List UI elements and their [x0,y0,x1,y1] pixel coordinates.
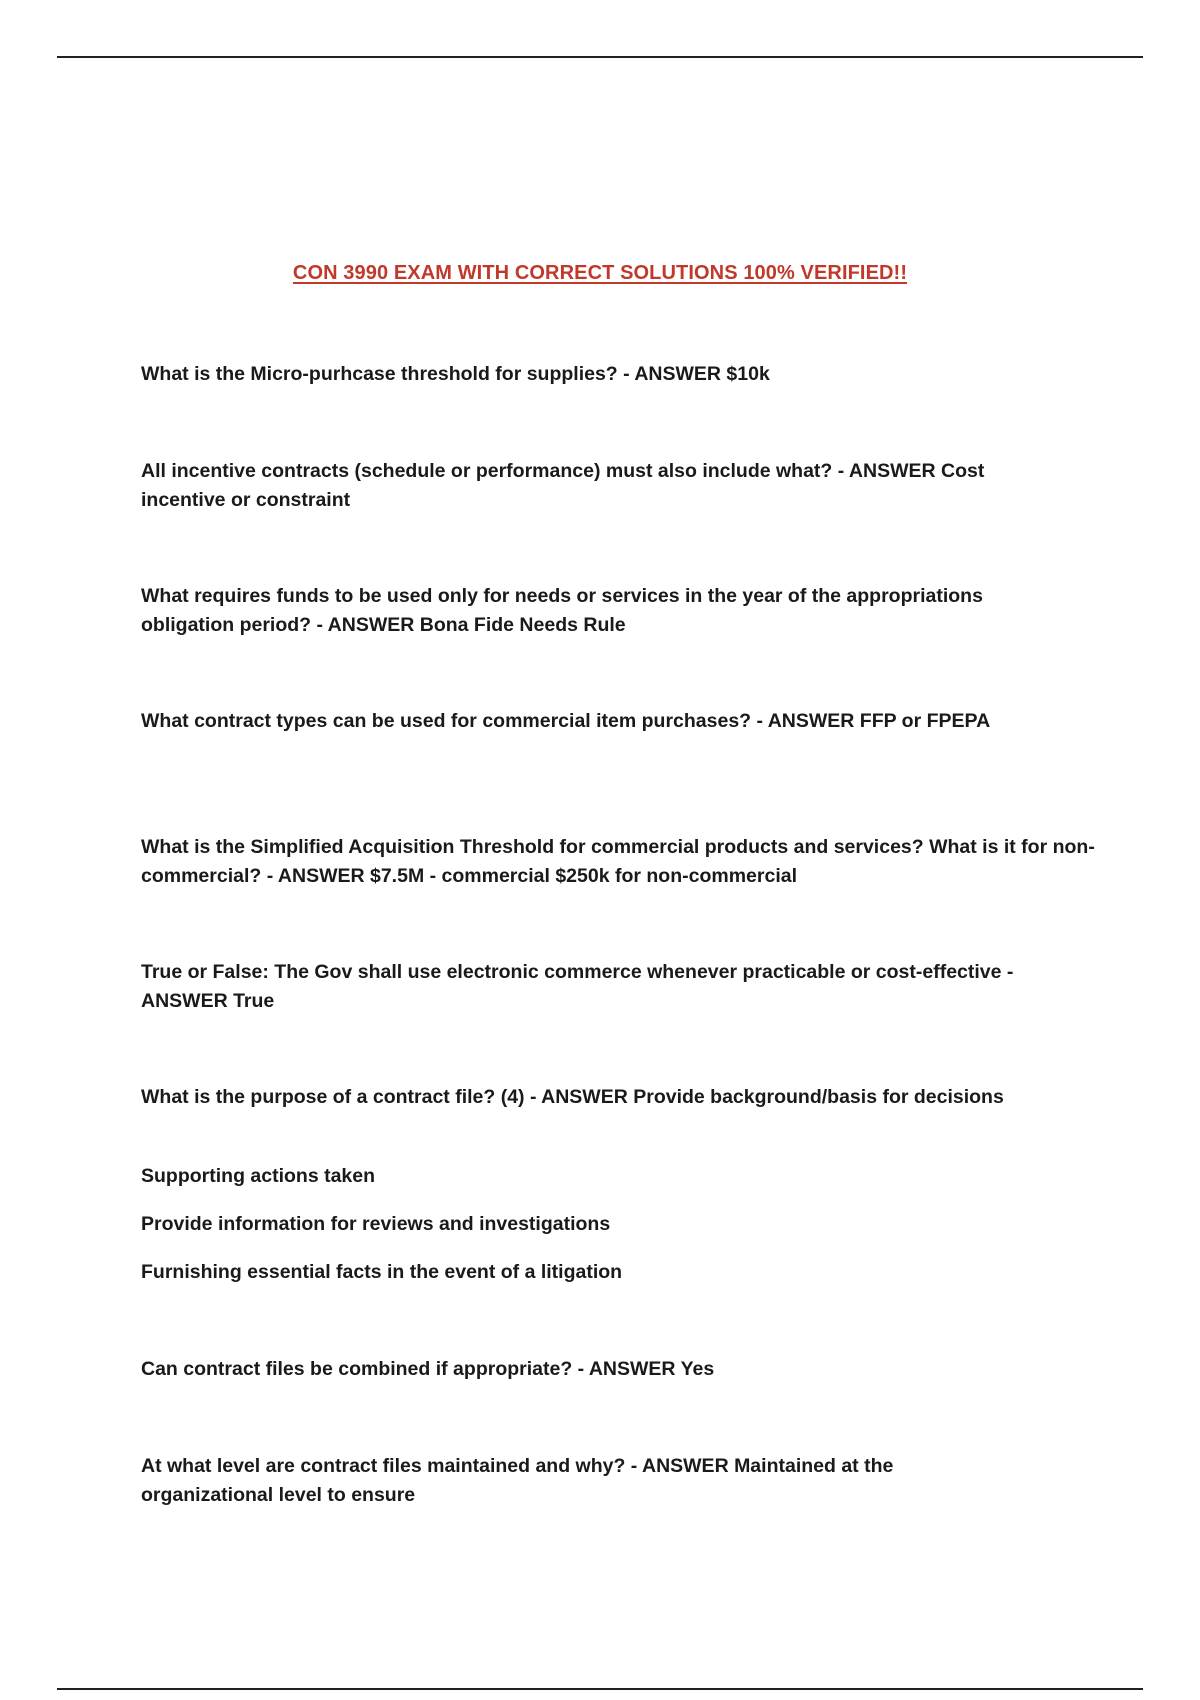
bottom-rule [57,1688,1143,1690]
qa-item-bona-fide-needs: What requires funds to be used only for needs or services in the year of the appropriations obligation period? - ANSWER Bona Fide Needs Rule [141,585,983,636]
answer-line-litigation: Furnishing essential facts in the event of a litigation [141,1261,623,1283]
qa-item-contract-file-purpose: What is the purpose of a contract file? (4) - ANSWER Provide background/basis for decisions [141,1086,1004,1108]
answer-line-supporting-actions: Supporting actions taken [141,1165,376,1187]
qa-item-electronic-commerce: True or False: The Gov shall use electronic commerce whenever practicable or cost-effective - ANSWER True [141,961,1014,1012]
qa-item-combine-files: Can contract files be combined if appropriate? - ANSWER Yes [141,1358,715,1380]
qa-item-micro-purchase: What is the Micro-purhcase threshold for supplies? - ANSWER $10k [141,363,770,385]
qa-item-file-maintenance-level: At what level are contract files maintained and why? - ANSWER Maintained at the organizational level to ensure [141,1455,894,1506]
top-rule [57,56,1143,58]
qa-item-incentive-contracts: All incentive contracts (schedule or performance) must also include what? - ANSWER Cost incentive or constraint [141,460,985,511]
qa-item-commercial-contract-types: What contract types can be used for commercial item purchases? - ANSWER FFP or FPEPA [141,710,991,732]
answer-line-reviews-investigations: Provide information for reviews and investigations [141,1213,611,1235]
document-title: CON 3990 EXAM WITH CORRECT SOLUTIONS 100% VERIFIED!! [292,262,908,284]
qa-item-simplified-acquisition-threshold: What is the Simplified Acquisition Threshold for commercial products and services? What is it for non-commercial? - ANSWER $7.5M - commercial $250k for non-commercial [141,836,1095,887]
